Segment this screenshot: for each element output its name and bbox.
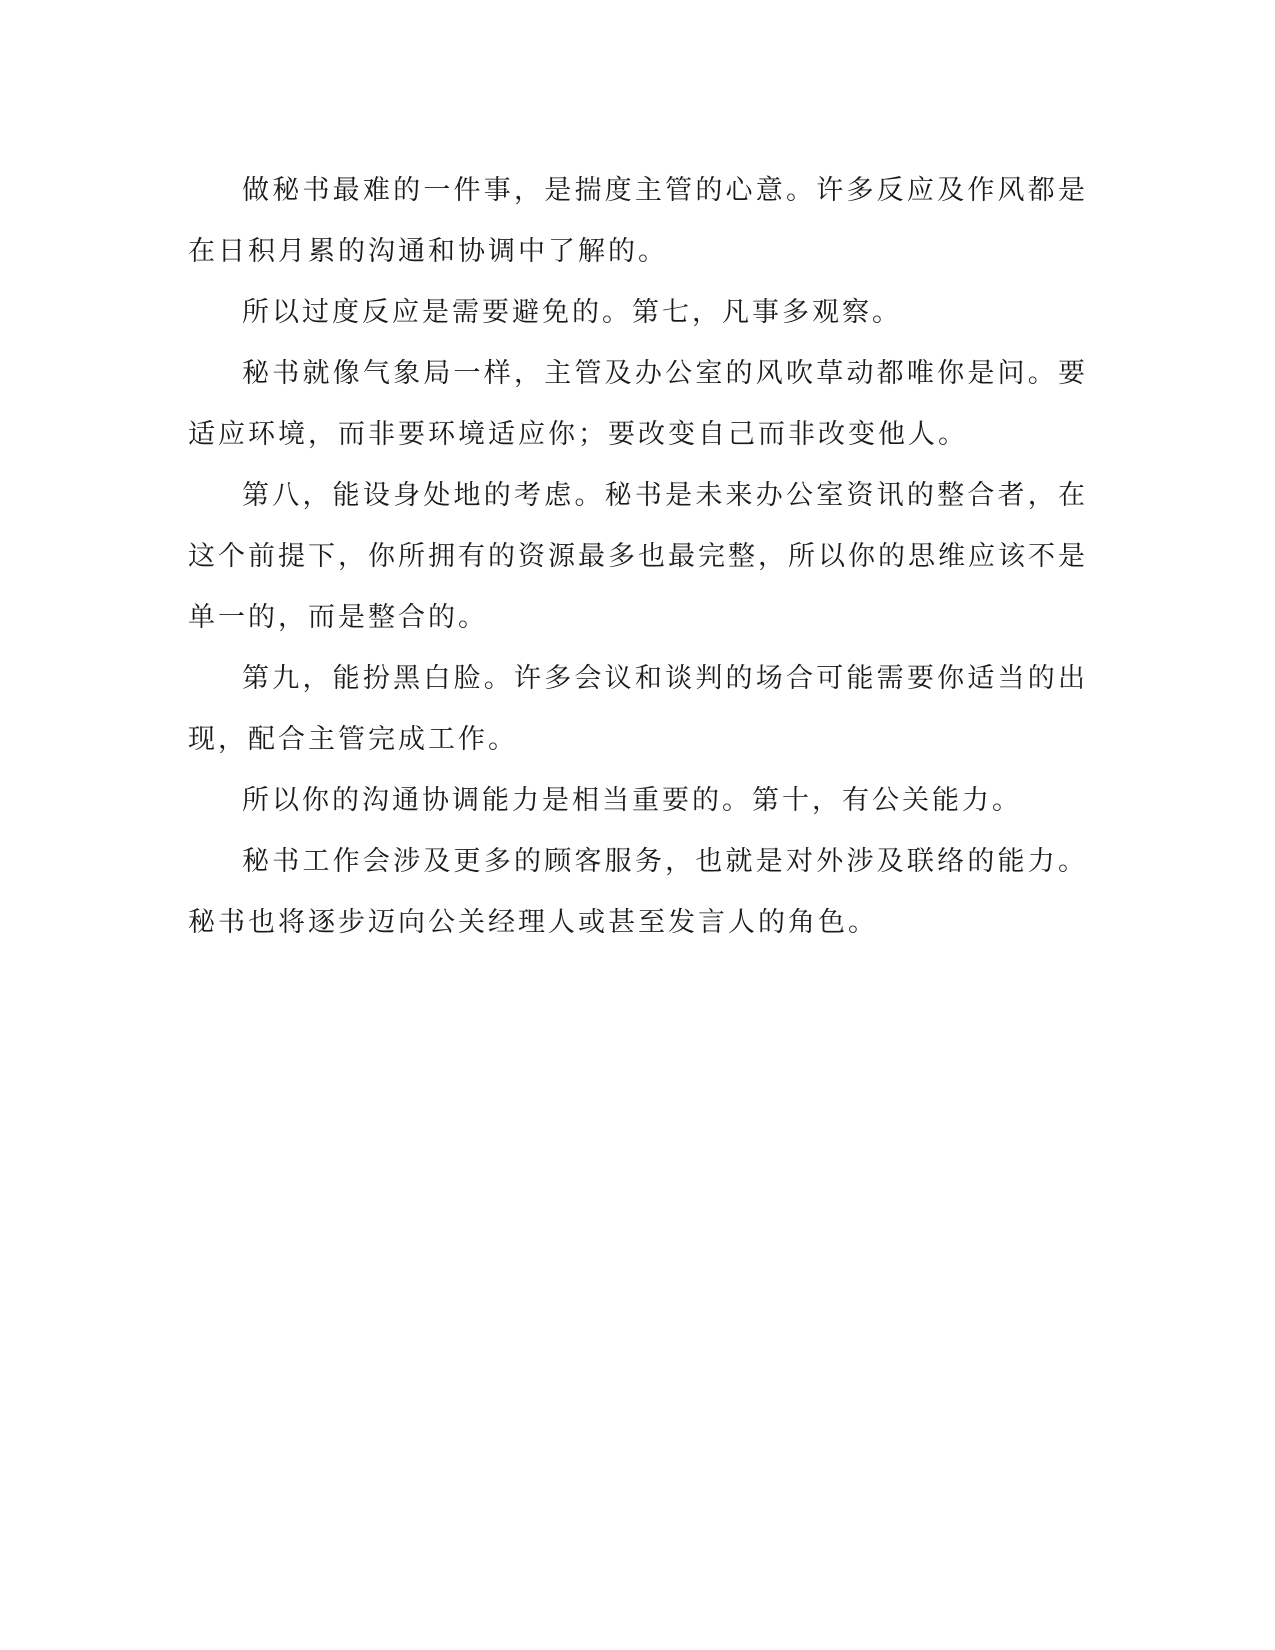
paragraph-4: 第八，能设身处地的考虑。秘书是未来办公室资讯的整合者，在这个前提下，你所拥有的资源最多也最完整，所以你的思维应该不是单一的，而是整合的。: [188, 480, 1088, 633]
paragraph-1: 做秘书最难的一件事，是揣度主管的心意。许多反应及作风都是在日积月累的沟通和协调中了解的。: [188, 175, 1088, 267]
paragraph-5: 第九，能扮黑白脸。许多会议和谈判的场合可能需要你适当的出现，配合主管完成工作。: [188, 663, 1088, 755]
paragraph-3: 秘书就像气象局一样，主管及办公室的风吹草动都唯你是问。要适应环境，而非要环境适应你；要改变自己而非改变他人。: [188, 358, 1088, 450]
paragraph-6: 所以你的沟通协调能力是相当重要的。第十，有公关能力。: [242, 785, 1022, 816]
document-body: [188, 160, 1088, 953]
paragraph-7: 秘书工作会涉及更多的顾客服务，也就是对外涉及联络的能力。秘书也将逐步迈向公关经理人或甚至发言人的角色。: [188, 846, 1088, 938]
paragraph-2: 所以过度反应是需要避免的。第七，凡事多观察。: [242, 297, 902, 328]
